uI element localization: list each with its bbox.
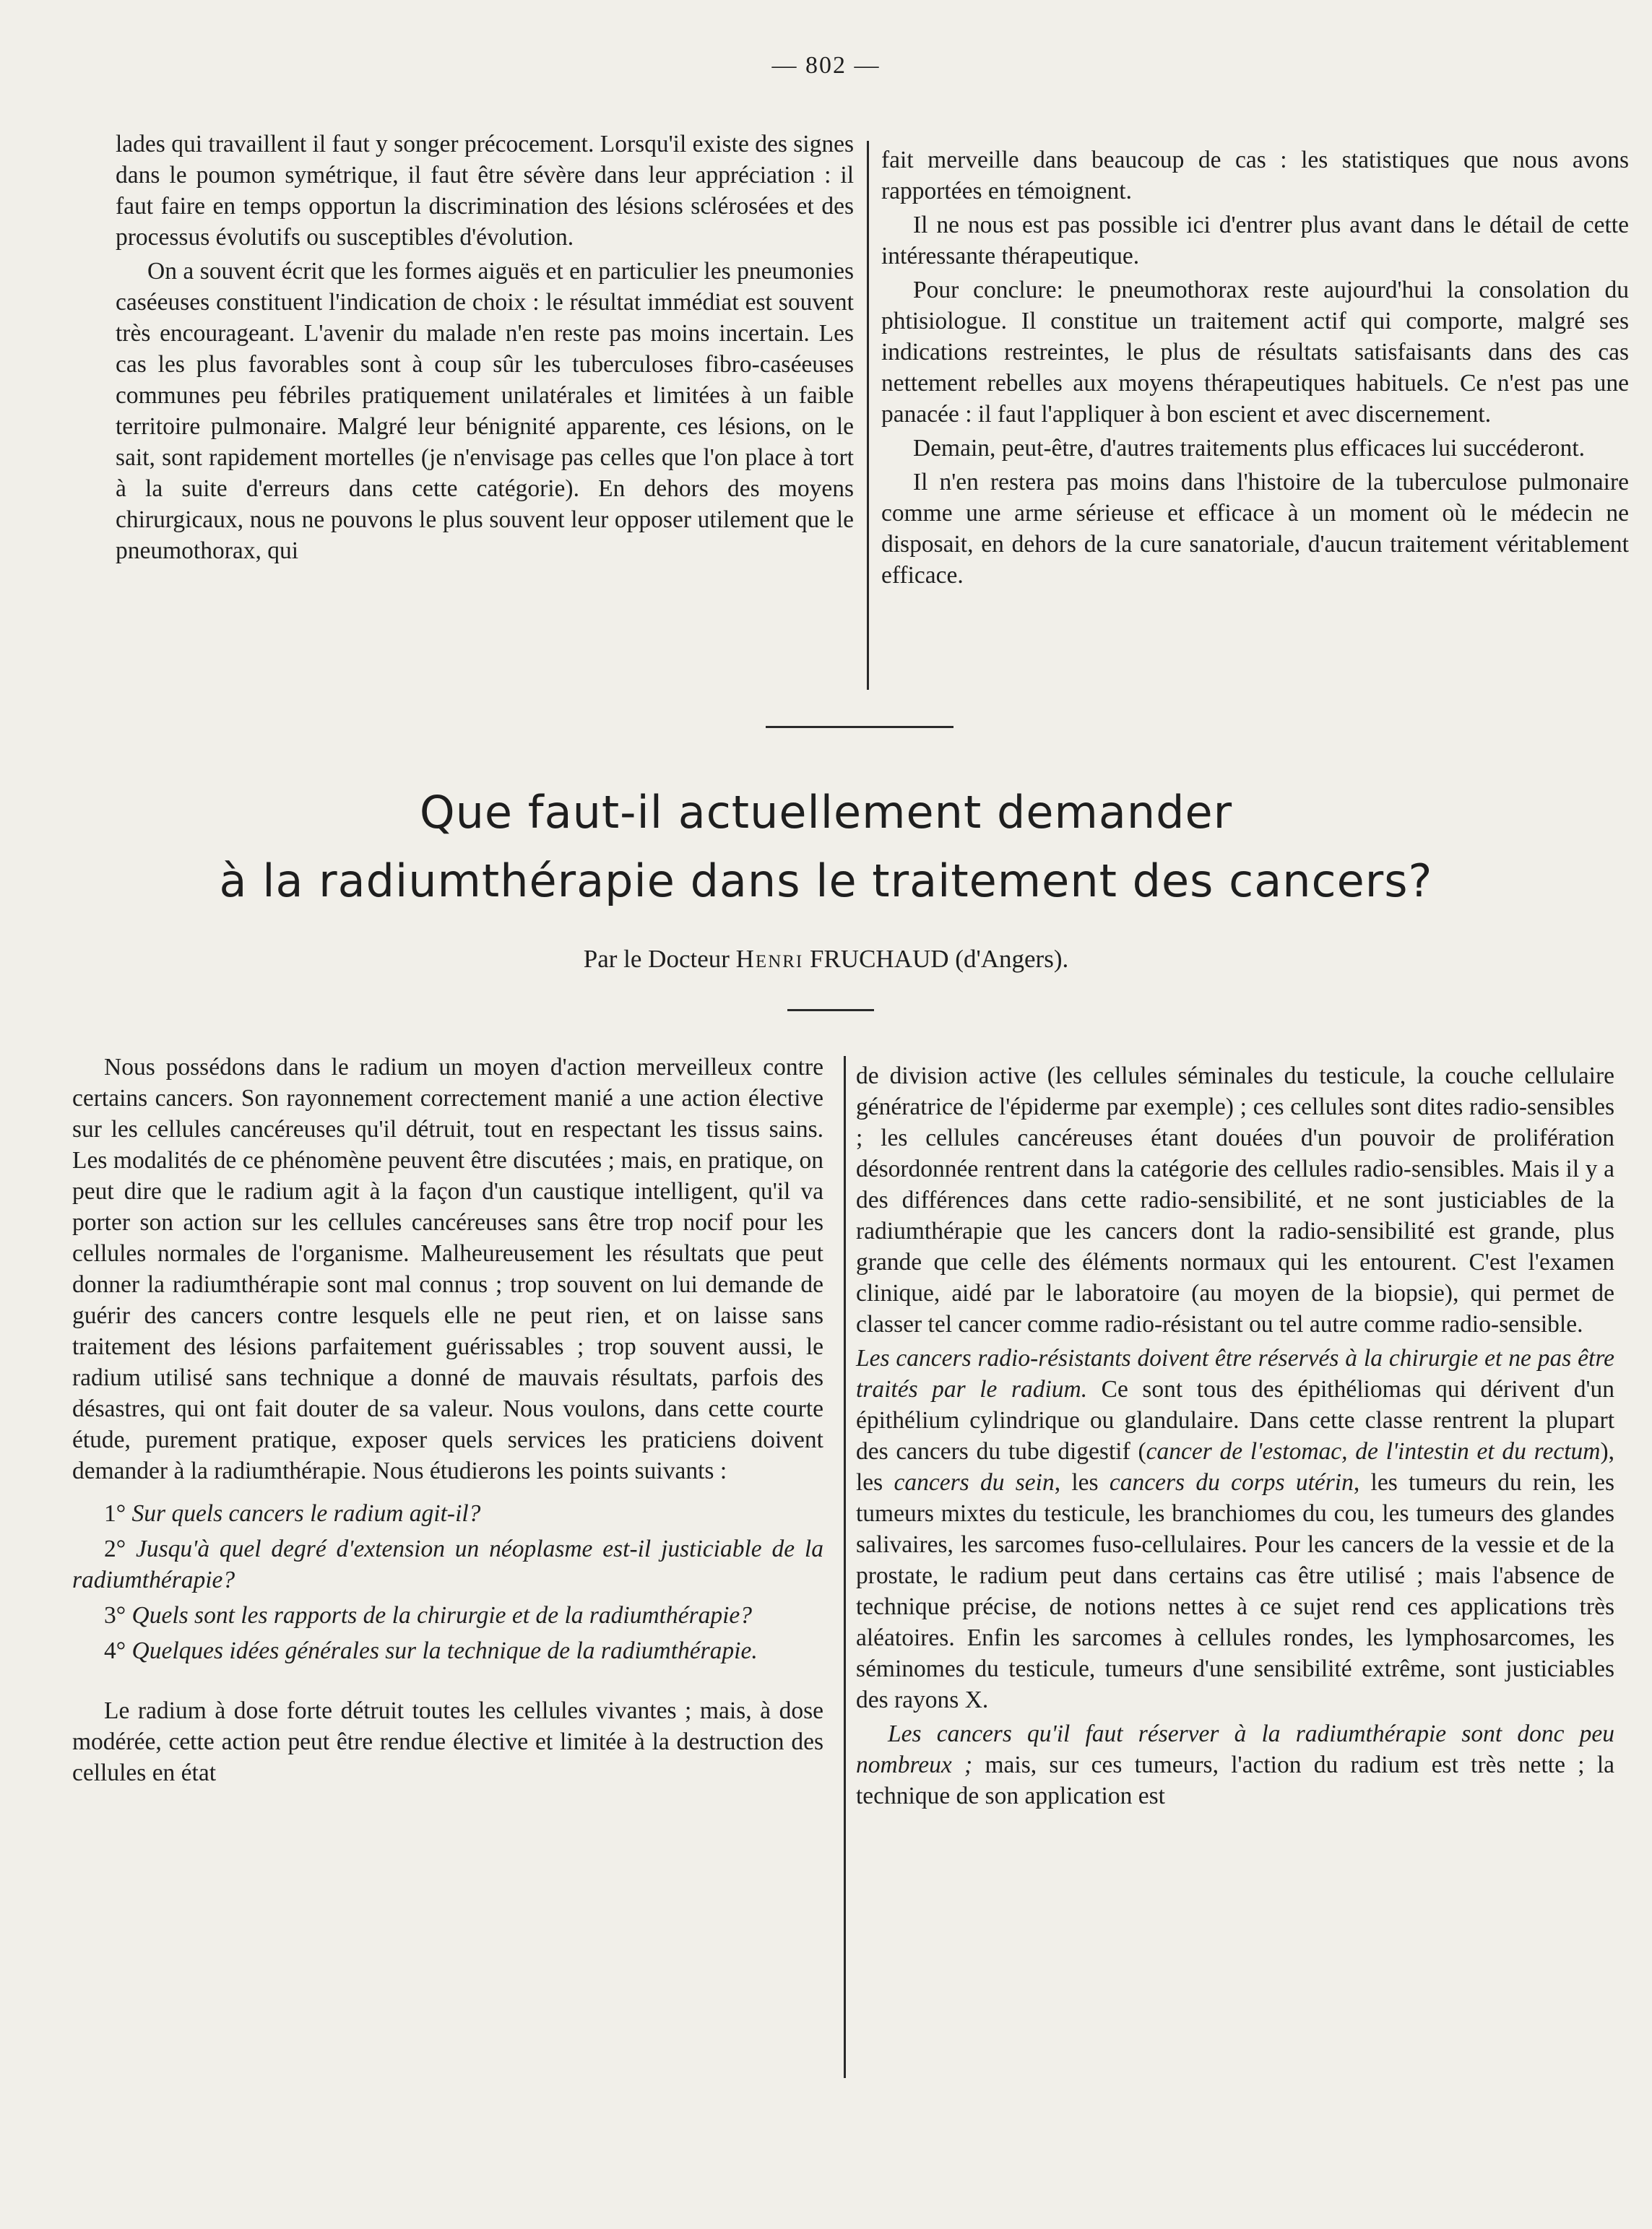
italic-text: cancers du corps utérin	[1109, 1469, 1354, 1496]
italic-text: cancers du sein	[894, 1469, 1055, 1496]
paragraph: Le radium à dose forte détruit toutes les cellules vivantes ; mais, à dose modérée, cette action peut être rendue élective et limitée à la destruction des cellules en état	[72, 1697, 823, 1786]
list-item	[72, 1533, 823, 1596]
list-item	[72, 1498, 823, 1529]
text: , les	[1054, 1469, 1110, 1496]
paragraph: Il ne nous est pas possible ici d'entrer plus avant dans le détail de cette intéressante thérapeutique.	[881, 212, 1629, 269]
paragraph: Pour conclure: le pneumothorax reste aujourd'hui la consolation du phtisiologue. Il constitue un traitement actif qui comporte, malgré ses indications restreintes, le plus de résultats satisfaisants dans des cas nettement rebelles aux moyens thérapeutiques habituels. Ce n'est pas une panacée : il faut l'appliquer à bon escient et avec discernement.	[881, 277, 1629, 428]
intro-paragraph: Nous possédons dans le radium un moyen d'action merveilleux contre certains cancers. Son rayonnement correctement manié a une action élective sur les cellules cancéreuses qu'il détruit, tout en respectant les tissus sains. Les modalités de ce phénomène peuvent être discutées ; mais, en pratique, on peut dire que le radium agit à la façon d'un caustique intelligent, qu'il va porter son action sur les cellules cancéreuses sans être trop nocif pour les cellules normales de l'organisme. Malheureusement les résultats que peut donner la radiumthérapie sont mal connus ; trop souvent on lui demande de guérir des cancers contre lesquels elle ne peut rien, et on laisse sans traitement des lésions parfaitement guérissables ; trop souvent aussi, le radium utilisé sans technique a donné de mauvais résultats, parfois des désastres, qui ont fait douter de sa valeur. Nous voulons, dans cette courte étude, purement pratique, exposer quels services les praticiens doivent demander à la radiumthérapie. Nous étudierons les points suivants :	[72, 1054, 823, 1484]
text: , les tumeurs du rein, les tumeurs mixtes du testicule, les branchiomes du cou, les tumeurs des glandes salivaires, les sarcomes fuso-cellulaires. Pour les cancers de la vessie et de la prostate, le radium peut dans certains cas être utilisé ; mais l'absence de technique précise, de notions nettes à ce sujet rend ces applications très aléatoires. Enfin les sarcomes à cellules rondes, les lymphosarcomes, les séminomes du testicule, tumeurs d'une sensibilité extrême, sont justiciables des rayons X.	[856, 1469, 1614, 1713]
article-title-line-1: Que faut-il actuellement demander	[419, 786, 1233, 839]
text: mais, sur ces tumeurs, l'action du radium est très nette ; la technique de son application est	[856, 1752, 1614, 1809]
list-item	[72, 1600, 823, 1631]
paragraph: Demain, peut-être, d'autres traitements plus efficaces lui succéderont.	[913, 435, 1586, 462]
top-right-column	[881, 144, 1629, 594]
list-item	[72, 1635, 823, 1666]
point-number: 4°	[104, 1637, 132, 1664]
article-left-column	[72, 1052, 823, 1791]
text: ), les	[856, 1438, 1614, 1496]
italic-text: Les cancers radio-résistants doivent être réservés à la chirurgie et ne pas être traités par le radium.	[856, 1345, 1614, 1403]
paragraph: fait merveille dans beaucoup de cas : les statistiques que nous avons rapportées en témoignent.	[881, 147, 1629, 204]
paragraph: de division active (les cellules séminales du testicule, la couche cellulaire génératrice de l'épiderme par exemple) ; ces cellules sont dites radio-sensibles ; les cellules cancéreuses étant douées d'un pouvoir de prolifération désordonnée rentrent dans la catégorie des cellules radio-sensibles. Mais il y a des différences dans cette radio-sensibilité, et ne sont justiciables de la radiumthérapie que les cancers dont la radio-sensibilité est grande, plus grande que celle des éléments normaux qui les entourent. C'est l'examen clinique, aidé par le laboratoire (au moyen de la biopsie), qui permet de classer tel cancer comme radio-résistant ou tel autre comme radio-sensible.	[856, 1062, 1614, 1338]
point-number: 2°	[104, 1536, 136, 1562]
point-text: Sur quels cancers le radium agit-il?	[131, 1500, 481, 1527]
point-text: Jusqu'à quel degré d'extension un néoplasme est-il justiciable de la radiumthérapie?	[72, 1536, 823, 1593]
paragraph	[856, 1718, 1614, 1812]
byline-prefix: Par le Docteur	[583, 945, 736, 973]
byline-separator	[787, 1009, 874, 1011]
paragraph: Il n'en restera pas moins dans l'histoire de la tuberculose pulmonaire comme une arme sérieuse et efficace à un moment où le médecin ne disposait, en dehors de la cure sanatoriale, d'aucun traitement véritablement efficace.	[881, 469, 1629, 589]
article-title-line-2: à la radiumthérapie dans le traitement des cancers?	[219, 854, 1433, 907]
point-text: Quels sont les rapports de la chirurgie et de la radiumthérapie?	[131, 1602, 753, 1629]
page-number: — 802 —	[771, 52, 881, 79]
article-right-column	[856, 1060, 1614, 1814]
point-number: 1°	[104, 1500, 132, 1527]
column-divider	[844, 1056, 846, 2078]
paragraph: On a souvent écrit que les formes aiguës et en particulier les pneumonies caséeuses constituent l'indication de choix : le résultat immédiat est souvent très encourageant. L'avenir du malade n'en reste pas moins incertain. Les cas les plus favorables sont à coup sûr les tuberculoses fibro-caséeuses communes peu fébriles pratiquement unilatérales et limitées à un faible territoire pulmonaire. Malgré leur bénignité apparente, ces lésions, on le sait, sont rapidement mortelles (je n'envisage pas celles que l'on place à tort à la suite d'erreurs dans cette catégorie). En dehors des moyens chirurgicaux, nous ne pouvons le plus souvent leur opposer utilement que le pneumothorax, qui	[116, 258, 854, 564]
italic-text: Les cancers qu'il faut réserver à la radiumthérapie sont donc peu nombreux ;	[856, 1721, 1614, 1778]
points-list	[72, 1498, 823, 1666]
byline	[0, 945, 1652, 974]
paragraph: lades qui travaillent il faut y songer précocement. Lorsqu'il existe des signes dans le poumon symétrique, il faut être sévère dans leur appréciation : il faut faire en temps opportun la discrimination des lésions sclérosées et des processus évolutifs ou susceptibles d'évolution.	[116, 131, 854, 251]
author-surname: FRUCHAUD (d'Angers).	[803, 945, 1069, 973]
author-first-name: Henri	[735, 945, 804, 973]
italic-text: cancer de l'estomac, de l'intestin et du rectum	[1146, 1438, 1601, 1465]
point-text: Quelques idées générales sur la technique de la radiumthérapie.	[131, 1637, 758, 1664]
column-divider	[867, 141, 869, 690]
point-number: 3°	[104, 1602, 132, 1629]
text: Ce sont tous des épithéliomas qui dérivent d'un épithélium cylindrique ou glandulaire. Dans cette classe rentrent la plupart des cancers du tube digestif (	[856, 1376, 1614, 1465]
section-separator	[766, 726, 953, 728]
top-left-column	[116, 129, 854, 569]
paragraph	[856, 1343, 1614, 1715]
